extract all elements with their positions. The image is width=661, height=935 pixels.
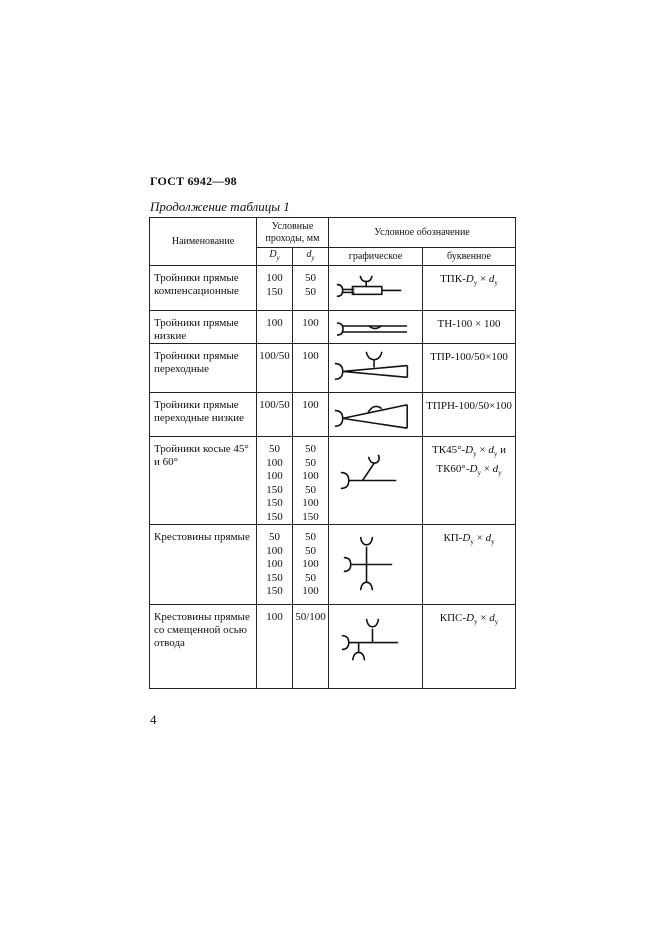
- table-row: [150, 393, 516, 437]
- low-tee-symbol: [329, 311, 423, 344]
- row-letter-designation: [423, 605, 516, 689]
- diameter-value: 50: [269, 531, 280, 543]
- table-row: [150, 266, 516, 311]
- row-name: Тройники косые 45° и 60°: [150, 437, 257, 525]
- compensating-tee-symbol: [329, 266, 423, 311]
- letter-line: ТН-100 × 100: [437, 318, 501, 330]
- letter-line: $КП-D_у \times d_у$: [443, 532, 495, 547]
- diameter-value: 100: [302, 350, 319, 362]
- diameter-value: 150: [266, 497, 283, 509]
- diameter-value: 100: [266, 611, 283, 623]
- diameter-value: 100/50: [259, 350, 290, 362]
- diameter-value: 50: [305, 483, 316, 496]
- table-row: [150, 525, 516, 605]
- letter-line: КПС-$D_у \times d_у$: [439, 612, 499, 627]
- diameter-value: 50: [305, 571, 316, 584]
- row-branch-diameter: [293, 437, 329, 525]
- diameter-value: 100: [266, 272, 283, 284]
- row-main-diameter: [257, 266, 293, 311]
- row-branch-diameter: [293, 266, 329, 311]
- row-main-diameter: [257, 525, 293, 605]
- row-letter-designation: [423, 344, 516, 393]
- row-letter-designation: [423, 311, 516, 344]
- diameter-value: 150: [266, 483, 283, 496]
- row-main-diameter: [257, 393, 293, 437]
- page-number: 4: [150, 712, 157, 727]
- row-name: Крестовины прямые со смещенной осью отвода: [150, 605, 257, 689]
- header-passages: Условные проходы, мм: [257, 218, 329, 248]
- table-row: [150, 437, 516, 525]
- diameter-value: 50: [305, 456, 316, 469]
- letter-line: $ТК45^\circ-D_у \times d_у$ и: [432, 444, 506, 459]
- diameter-value: 50: [305, 531, 316, 543]
- diameter-value: 100: [302, 399, 319, 411]
- diameter-value: 100: [266, 470, 283, 482]
- row-branch-diameter: [293, 393, 329, 437]
- row-name: Тройники прямые низкие: [150, 311, 257, 344]
- diameter-value: 100: [302, 317, 319, 329]
- row-letter-designation: [423, 437, 516, 525]
- row-name: Тройники прямые компенсационные: [150, 266, 257, 311]
- row-main-diameter: [257, 605, 293, 689]
- row-letter-designation: [423, 525, 516, 605]
- diameter-value: 100: [302, 470, 319, 482]
- diameter-value: 100: [266, 456, 283, 469]
- fittings-table: [149, 217, 516, 689]
- diameter-value: 100: [302, 585, 319, 597]
- diameter-value: 50: [305, 544, 316, 557]
- table-row: [150, 344, 516, 393]
- diameter-value: 50: [305, 285, 316, 298]
- diameter-value: 150: [266, 510, 283, 523]
- diameter-value: 50: [305, 443, 316, 455]
- letter-line: $ТК60^\circ-D_у \times d_у$: [436, 463, 502, 478]
- letter-line: ТПРН-100/50×100: [426, 400, 512, 412]
- row-branch-diameter: [293, 525, 329, 605]
- low-reducing-tee-symbol: [329, 393, 423, 437]
- diameter-value: 100: [266, 544, 283, 557]
- diameter-value: 150: [302, 510, 319, 523]
- reducing-tee-symbol: [329, 344, 423, 393]
- diameter-value: 150: [266, 585, 283, 597]
- diameter-value: 50/100: [295, 611, 326, 623]
- diameter-value: 100/50: [259, 399, 290, 411]
- row-main-diameter: [257, 344, 293, 393]
- diameter-value: 150: [266, 571, 283, 584]
- offset-cross-symbol: [329, 605, 423, 689]
- diameter-value: 50: [269, 443, 280, 455]
- row-name: Тройники прямые переходные: [150, 344, 257, 393]
- row-branch-diameter: [293, 311, 329, 344]
- diameter-value: 100: [266, 317, 283, 329]
- document-code: ГОСТ 6942—98: [150, 174, 237, 188]
- row-branch-diameter: [293, 344, 329, 393]
- letter-line: ТПК-$D_у \times d_у$: [440, 273, 498, 288]
- table-row: [150, 311, 516, 344]
- diameter-value: 100: [266, 558, 283, 570]
- row-main-diameter: [257, 311, 293, 344]
- cross-symbol: [329, 525, 423, 605]
- row-letter-designation: [423, 393, 516, 437]
- table-continuation-caption: Продолжение таблицы 1: [150, 199, 290, 214]
- row-branch-diameter: [293, 605, 329, 689]
- table-row: [150, 605, 516, 689]
- letter-line: ТПР-100/50×100: [430, 351, 508, 363]
- header-letter: буквенное: [423, 248, 516, 266]
- row-name: Тройники прямые переходные низкие: [150, 393, 257, 437]
- oblique-tee-symbol: [329, 437, 423, 525]
- header-dy-branch: $d_у$: [293, 248, 329, 266]
- diameter-value: 100: [302, 497, 319, 509]
- header-dy-main: $D_у$: [257, 248, 293, 266]
- header-designation: Условное обозначение: [329, 218, 516, 248]
- row-letter-designation: [423, 266, 516, 311]
- diameter-value: 50: [305, 272, 316, 284]
- header-name: Наименование: [150, 218, 257, 266]
- header-graphic: графическое: [329, 248, 423, 266]
- diameter-value: 150: [266, 285, 283, 298]
- row-main-diameter: [257, 437, 293, 525]
- diameter-value: 100: [302, 558, 319, 570]
- row-name: Крестовины прямые: [150, 525, 257, 605]
